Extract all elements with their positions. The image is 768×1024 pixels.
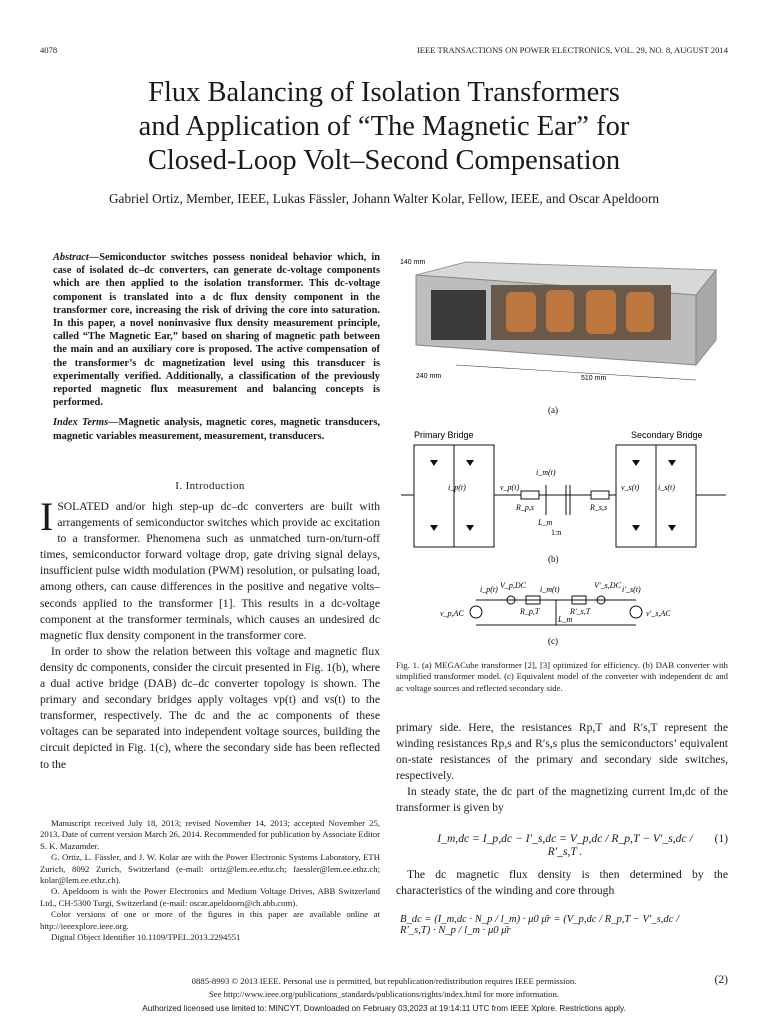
intro-paragraph-2: In order to show the relation between this voltage and magnetic flux density dc components, consider the circuit presented in Fig. 1(b), where a dual active bridge (DAB) dc–dc converter topology is shown. The primary and secondary bridges apply voltages vp(t) and vs(t) to the transformer, respectively. The dc and the ac components of these voltages can be separated into independent voltage sources, building the circuit depicted in Fig. 1(c), where the secondary side has been reflected to the xyxy=(40,644,380,771)
label-c-rst: R′_s,T xyxy=(570,607,591,616)
label-c-vpac: v_p,AC xyxy=(440,609,464,618)
equation-1: I_m,dc = I_p,dc − I′_s,dc = V_p,dc / R_p,T − V′_s,dc / R′_s,T . xyxy=(437,832,693,858)
label-c-vpdc: V_p,DC xyxy=(500,581,526,590)
label-c-lm: L_m xyxy=(558,615,573,624)
journal-header: IEEE TRANSACTIONS ON POWER ELECTRONICS, VOL. 29, NO. 8, AUGUST 2014 xyxy=(416,45,728,55)
equivalent-circuit xyxy=(470,596,642,625)
right-paragraph-2: In steady state, the dc part of the magnetizing current Im,dc of the transformer is given by xyxy=(396,785,728,815)
equation-1-number: (1) xyxy=(714,832,728,845)
sublabel-a: (a) xyxy=(548,405,558,415)
sublabel-b: (b) xyxy=(548,554,559,564)
footnotes xyxy=(40,818,380,943)
secondary-bridge-label: Secondary Bridge xyxy=(631,430,703,440)
dim-height-label: 140 mm xyxy=(400,259,426,266)
label-vp: v_p(t) xyxy=(500,483,520,492)
dim-width-label: 510 mm xyxy=(581,375,607,382)
title-line: Closed-Loop Volt–Second Compensation xyxy=(147,145,621,176)
intro-paragraph-1: SOLATED and/or high step-up dc–dc converters are built with arrangements of semiconductor switches which provide ac excitation to a transformer. Phenomena such as unmatched turn-on/turn-off times, semiconductor forward voltage drop, gate driving signal delays, insufficient pulse width modulation (PWM) resolution, or pulsating load, among others, can cause differences in the positive and negative volts–seconds applied to the transformer [1]. This results in a dc-voltage component at the transformer terminals, which causes an undesired dc magnetic flux density component in the transformer core. xyxy=(40,500,380,642)
author-list: Gabriel Ortiz, Member, IEEE, Lukas Fässler, Johann Walter Kolar, Fellow, IEEE, and Oscar Apeldoorn xyxy=(108,191,660,206)
label-ratio: 1:n xyxy=(551,528,562,537)
label-im: i_m(t) xyxy=(536,468,556,477)
figure-1 xyxy=(396,250,732,660)
footnote: Digital Object Identifier 10.1109/TPEL.2013.2294551 xyxy=(51,932,241,943)
right-paragraph-3: The dc magnetic flux density is then determined by the characteristics of the winding and core through xyxy=(396,868,728,898)
dim-line xyxy=(456,365,696,380)
title-line: and Application of “The Magnetic Ear” for xyxy=(138,111,630,142)
abstract-text: Semiconductor switches possess nonideal behavior which, in case of isolated dc–dc converters, can generate dc-voltage components which are then applied to the isolation transformer. This dc-voltage component is translated into a dc flux density component in the transformer core, increasing the risk of driving the core into saturation. In this paper, a novel noninvasive flux density measurement principle, called “The Magnetic Ear,” based on sharing of magnetic path between the main and an auxiliary core is proposed. The active compensation of the transformer’s dc magnetization level using this transducer is experimentally verified. Additionally, a classification of the previously reported magnetic flux measurement and balancing concepts is performed. xyxy=(53,252,380,409)
right-paragraph-1: primary side. Here, the resistances Rp,T and R′s,T represent the winding resistances Rp,s and R′s,s plus the semiconductors’ equivalent on-state resistances of the primary and secondary side switches, respectively. xyxy=(396,721,728,783)
sublabel-c: (c) xyxy=(548,636,558,646)
primary-bridge-label: Primary Bridge xyxy=(414,430,474,440)
footnote: O. Apeldoorn is with the Power Electronics and Medium Voltage Drives, ABB Switzerland Ltd., CH-5300 Turgi, Switzerland (e-mail: oscar.apeldoorn@ch.abb.com). xyxy=(40,886,380,908)
copyright-line-2: See http://www.ieee.org/publications_standards/publications/rights/index.html for more information. xyxy=(208,989,560,999)
equation-2-number: (2) xyxy=(714,973,728,986)
copyright-line-1: 0885-8993 © 2013 IEEE. Personal use is permitted, but republication/redistribution requires IEEE permission. xyxy=(191,976,577,986)
label-lm: L_m xyxy=(538,518,553,527)
label-is: i_s(t) xyxy=(658,483,675,492)
index-terms-label: Index Terms— xyxy=(53,417,119,429)
authorized-use-notice: Authorized licensed use limited to: MINCYT. Downloaded on February 03,2023 at 19:14:11 UTC from IEEE Xplore. Restrictions apply. xyxy=(142,1004,626,1013)
label-rss: R_s,s xyxy=(590,503,608,512)
figure-caption: Fig. 1. (a) MEGACube transformer [2], [3] optimized for efficiency. (b) DAB converter with simplified transformer model. (c) Equivalent model of the converter with independent dc and ac voltage sources and reflected secondary side. xyxy=(396,660,728,693)
label-ip: i_p(t) xyxy=(448,483,466,492)
label-vs: v_s(t) xyxy=(621,483,640,492)
right-body xyxy=(396,720,728,817)
label-rps: R_p,s xyxy=(516,503,534,512)
label-c-im: i_m(t) xyxy=(540,585,560,594)
intro-body xyxy=(40,494,380,773)
abstract xyxy=(53,251,380,443)
index-terms-text: Magnetic analysis, magnetic cores, magnetic transducers, magnetic variables measurement, measurement, transducers. xyxy=(53,417,380,442)
page-number: 4078 xyxy=(40,45,58,55)
dab-circuit xyxy=(401,445,726,547)
footnote: Manuscript received July 18, 2013; revised November 14, 2013; accepted November 25, 2013. Date of current version March 26, 2014. Recommended for publication by Associate Editor S. K. Mazumder. xyxy=(40,818,380,851)
label-c-vsac: v′_s,AC xyxy=(646,609,671,618)
label-c-vsdc: V′_s,DC xyxy=(594,581,621,590)
section-heading: I. Introduction xyxy=(175,480,245,492)
title-line: Flux Balancing of Isolation Transformers xyxy=(148,77,620,108)
footnote: Color versions of one or more of the figures in this paper are available online at http://ieeexplore.ieee.org. xyxy=(40,909,380,931)
drop-cap: I xyxy=(40,494,54,539)
megacube-photo xyxy=(416,262,716,365)
paper-title xyxy=(40,76,728,178)
dim-depth-label: 240 mm xyxy=(416,373,442,380)
footnote: G. Ortiz, L. Fässler, and J. W. Kolar are with the Power Electronic Systems Laboratory, ETH Zurich, 8092 Zurich, Switzerland (e-mail: ortiz@lem.ee.ethz.ch; faessler@lem.ee.ethz.ch; kolar@lem.ee.ethz.ch). xyxy=(40,852,380,886)
label-c-is: i′_s(t) xyxy=(622,585,641,594)
equation-2: B_dc = (I_m,dc · N_p / l_m) · μ0 μ̄r = (V_p,dc / R_p,T − V′_s,dc / R′_s,T) · N_p / l_m · μ0 μ̄r xyxy=(400,914,680,936)
label-c-rpt: R_p,T xyxy=(520,607,540,616)
label-c-ip: i_p(t) xyxy=(480,585,498,594)
abstract-label: Abstract— xyxy=(53,252,100,263)
